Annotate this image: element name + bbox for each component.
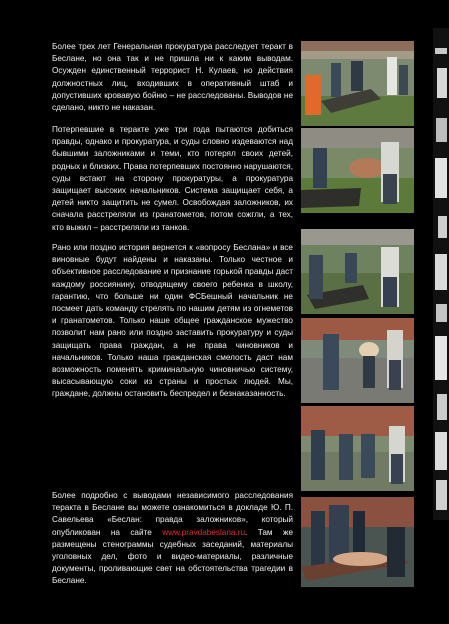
photo-2-image [301, 128, 414, 213]
more-info-text-start: Более подробно с выводами независимого расследования теракта в Беслане вы можете ознакомиться в докладе Ю. П. Савельева «Беслан: правда заложников», который опубликован на сайте [52, 491, 293, 537]
photo-6-image [301, 497, 414, 587]
website-link[interactable]: www.pravdabeslana.ru [162, 527, 246, 537]
photo-4 [301, 318, 414, 403]
photo-3 [301, 229, 414, 314]
photo-4-image [301, 318, 414, 403]
photo-3-image [301, 229, 414, 314]
more-info-text-end: . Там же размещены стенограммы судебных заседаний, материалы уголовных дел, фото и видео-материалы, различные документы, проливающие свет на обстоятельства трагедии в Беслане. [52, 527, 293, 586]
photo-1-image [301, 41, 414, 126]
side-decor-image [433, 28, 449, 520]
photo-5 [301, 406, 414, 491]
photo-1 [301, 41, 414, 126]
paragraph-intro: Более трех лет Генеральная прокуратура расследует теракт в Беслане, но она так и не пришла ни к каким выводам. Осужден единственный террорист Н. Кулаев, но действия должностных лиц, входивших в оперативный штаб и допустивших кровавую бойню – не расследованы. Выводов не сделано, никто не наказан. [52, 42, 293, 113]
photo-6 [301, 497, 414, 587]
paragraph-victims: Потерпевшие в теракте уже три года пытаются добиться правды, однако и прокуратура, и суды словно издеваются над бывшими заложниками и теми, кто потерял своих детей, родных и близких. Права потерпевших постоянно нарушаются, суды встают на сторону прокуратуры, а прокуратура защищает высоких начальников. Система защищает себя, а детей никто защитить не сумел. Освобождая заложников, их сначала расстреляли из гранатометов, потом сожгли, а тех, кто выжил – расстреляли из танков. [52, 125, 293, 232]
paragraph-history: Рано или поздно история вернется к «вопросу Беслана» и все виновные будут найдены и наказаны. Только честное и объективное расследование и признание горькой правды даст каждому россиянину, отводящему своего ребенка в школу, гарантию, что больше ни один ФСБешный начальник не посмеет дать команду стрелять по нашим детям из огнеметов и гранатометов. Только наше общее гражданское мужество позволит нам рано или поздно заставить прокуратуру и суды защищать права граждан, а не права чиновников и начальников. Только наша гражданская смелость даст нам возможность поменять криминальную чиновничью систему, высасывающую соки из страны и простых людей. Мы, граждане, должны остановить беспредел и безнаказанность. [52, 243, 293, 399]
photo-2 [301, 128, 414, 213]
paragraph-more-info [52, 490, 293, 588]
photo-5-image [301, 406, 414, 491]
side-decor-strip [433, 28, 449, 520]
